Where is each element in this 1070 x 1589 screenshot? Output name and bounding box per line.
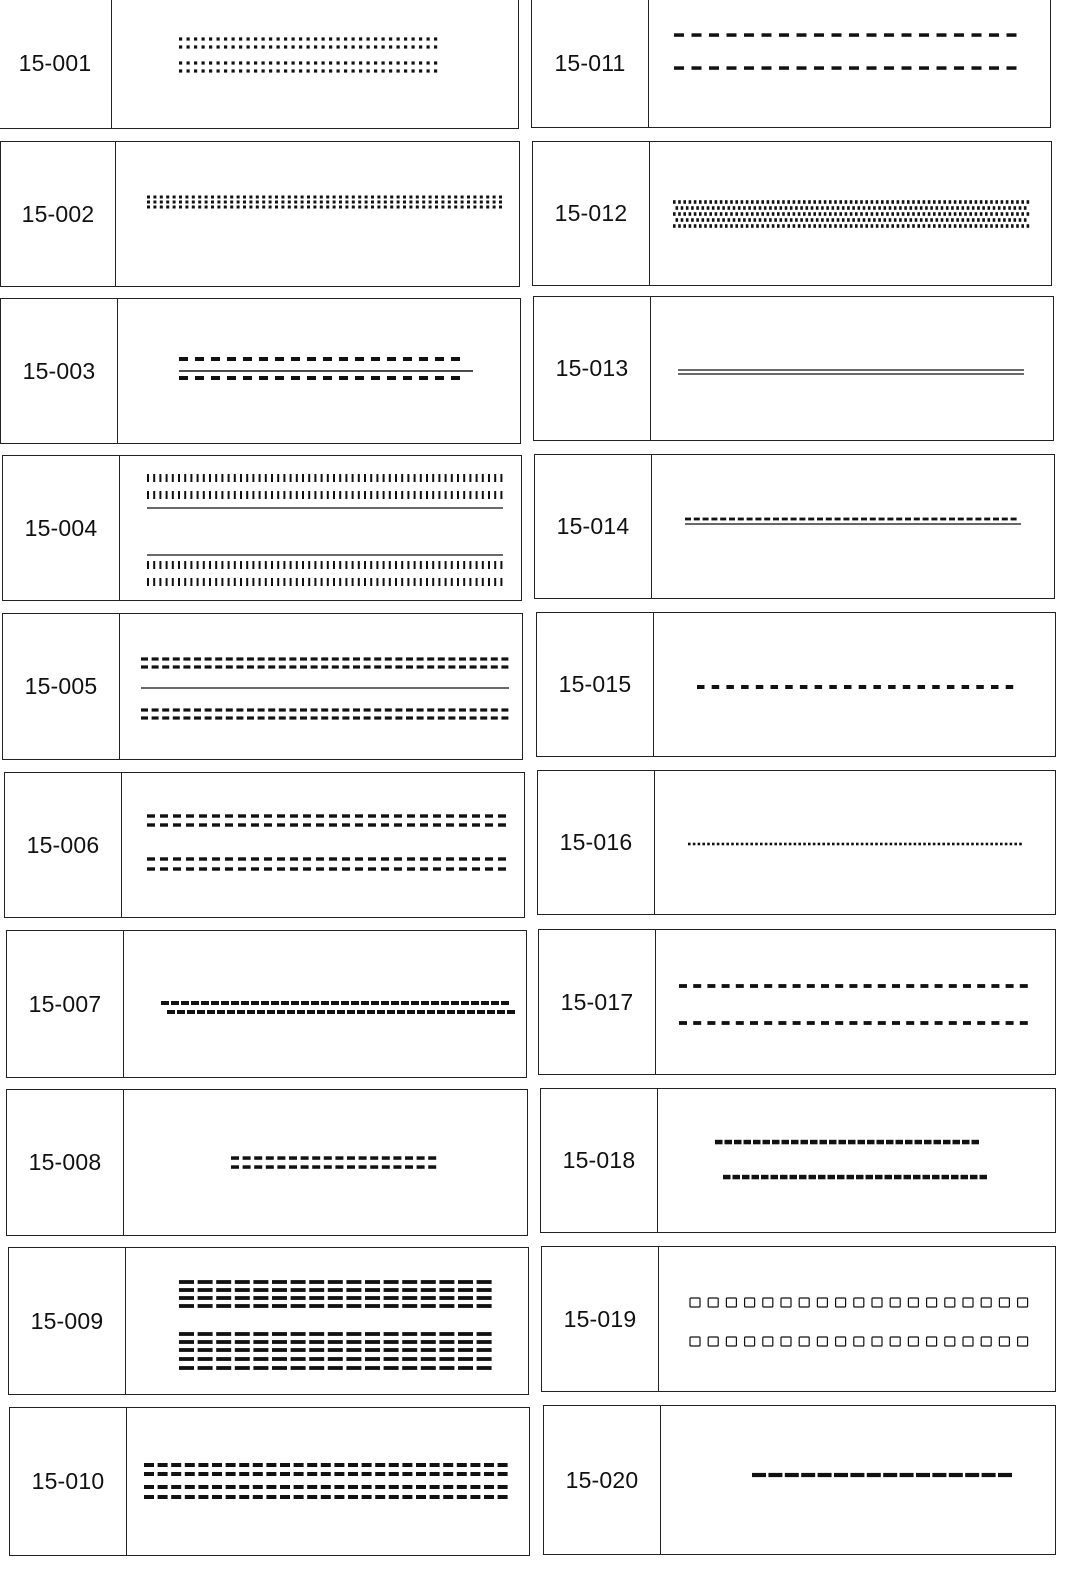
pattern-card[interactable] [541,1246,1056,1392]
pattern-code: 15-004 [3,456,120,600]
pattern-code: 15-015 [537,613,654,756]
pattern-code: 15-017 [539,930,656,1074]
pattern-card[interactable] [531,0,1051,128]
pattern-card[interactable] [536,612,1056,757]
stitch-swatch [115,142,521,288]
pattern-code: 15-011 [532,0,649,127]
pattern-code: 15-005 [3,614,120,759]
stitch-swatch [648,0,1052,129]
pattern-card[interactable] [534,454,1055,599]
pattern-card[interactable] [6,1089,528,1236]
pattern-code: 15-009 [9,1248,126,1394]
stitch-swatch [125,1248,530,1396]
pattern-code: 15-003 [1,299,118,443]
pattern-code: 15-014 [535,455,652,598]
pattern-card[interactable] [2,613,523,760]
stitch-swatch [651,455,1056,600]
pattern-card[interactable] [533,296,1054,441]
stitch-swatch [660,1406,1057,1556]
stitch-swatch [654,771,1057,916]
pattern-card[interactable] [4,772,525,918]
stitch-swatch [121,773,526,919]
pattern-code: 15-007 [7,931,124,1077]
pattern-code: 15-016 [538,771,655,914]
pattern-code: 15-013 [534,297,651,440]
stitch-swatch [123,931,528,1079]
pattern-card[interactable] [538,929,1056,1075]
pattern-code: 15-006 [5,773,122,917]
pattern-code: 15-001 [0,0,112,128]
pattern-card[interactable] [0,298,521,444]
stitch-swatch [123,1090,529,1237]
pattern-card[interactable] [537,770,1056,915]
pattern-code: 15-018 [541,1089,658,1232]
stitch-swatch [119,456,523,602]
stitch-swatch [126,1408,531,1557]
pattern-code: 15-002 [1,142,116,286]
stitch-swatch [649,142,1053,287]
pattern-card[interactable] [0,141,520,287]
pattern-code: 15-010 [10,1408,127,1555]
stitch-swatch [655,930,1057,1076]
stitch-swatch [119,614,524,761]
stitch-swatch [117,299,522,445]
pattern-code: 15-012 [533,142,650,285]
pattern-card[interactable] [6,930,527,1078]
pattern-card[interactable] [543,1405,1056,1555]
pattern-card[interactable] [8,1247,529,1395]
pattern-card[interactable] [9,1407,530,1556]
pattern-card[interactable] [532,141,1052,286]
pattern-code: 15-020 [544,1406,661,1554]
pattern-card[interactable] [540,1088,1056,1233]
stitch-swatch [650,297,1055,442]
pattern-card[interactable] [2,455,522,601]
stitch-swatch [111,0,518,130]
pattern-card[interactable] [0,0,519,129]
stitch-swatch [657,1089,1057,1234]
stitch-swatch [653,613,1057,758]
pattern-code: 15-019 [542,1247,659,1391]
pattern-code: 15-008 [7,1090,124,1235]
stitch-swatch [658,1247,1057,1393]
